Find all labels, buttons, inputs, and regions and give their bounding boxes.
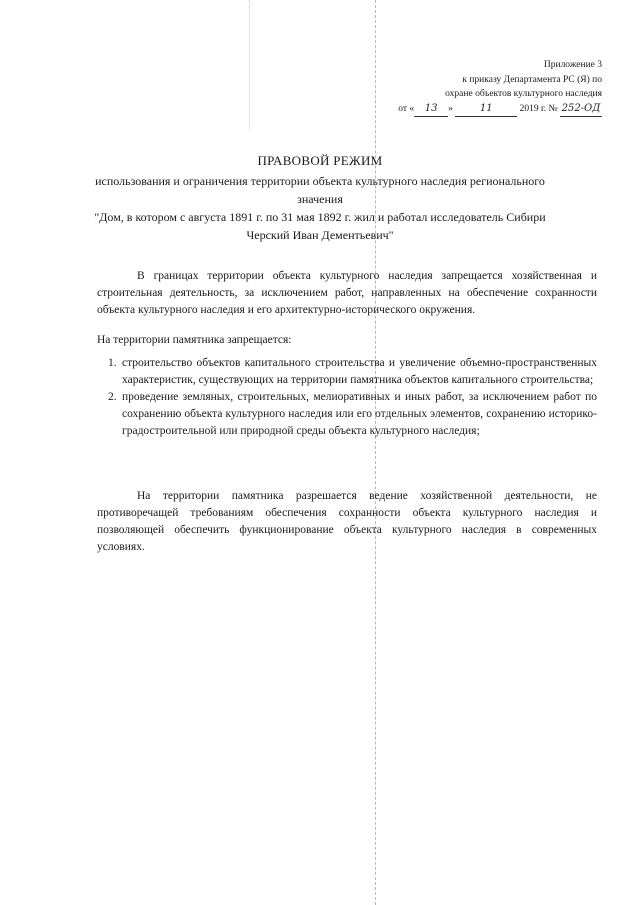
appendix-label: Приложение 3 [543,60,602,70]
list-item [97,355,597,389]
prohibitions-list [97,355,597,440]
list-item-text: проведение земляных, строительных, мелиоративных и иных работ, за исключением работ по сохранению объекта культурного наследия или его отдельных элементов, сохранению историко-градостроительной или природной среды объекта культурного наследия; [122,391,597,437]
appendix-department: охране объектов культурного наследия [445,89,602,99]
date-prefix: от « [398,103,415,114]
list-item-number: 2. [108,391,117,403]
title-object-1: "Дом, в котором с августа 1891 г. по 31 мая 1892 г. жил и работал исследователь Сибири [94,210,546,224]
title-subtitle-1: использования и ограничения территории объекта культурного наследия регионального [95,174,545,188]
handwritten-day: 13 [424,102,438,114]
page-fold-line [375,0,376,905]
list-item-number: 1. [108,357,117,369]
date-mid: » [448,103,453,114]
handwritten-number: 252-ОД [561,102,601,114]
list-item [97,389,597,440]
handwritten-month: 11 [479,102,493,114]
page-fold-line-faint [249,0,250,130]
appendix-header [302,58,602,117]
title-subtitle-2: значения [297,192,343,206]
appendix-date-line [302,102,602,118]
list-item-text: строительство объектов капитального строительства и увеличение объемно-пространственных характеристик, существующих на территории памятника объектов капитального строительства; [122,357,597,386]
title-object-2: Черский Иван Дементьевич" [246,228,394,242]
date-year-text: 2019 г. № [519,103,558,114]
paragraph-prohibited-intro: На территории памятника запрещается: [97,334,292,346]
paragraph-boundaries: В границах территории объекта культурного наследия запрещается хозяйственная и строительная деятельность, за исключением работ, направленных на обеспечение сохранности объекта культурного наследия и его архитектурно-исторического окружения. [97,270,597,316]
document-title [80,152,560,244]
paragraph-permitted: На территории памятника разрешается ведение хозяйственной деятельности, не противоречащей требованиям обеспечения сохранности объекта культурного наследия и позволяющей обеспечить функционирование объекта культурного наследия в современных условиях. [97,490,597,553]
title-main: ПРАВОВОЙ РЕЖИМ [257,153,383,168]
appendix-order-ref: к приказу Департамента РС (Я) по [462,74,602,85]
